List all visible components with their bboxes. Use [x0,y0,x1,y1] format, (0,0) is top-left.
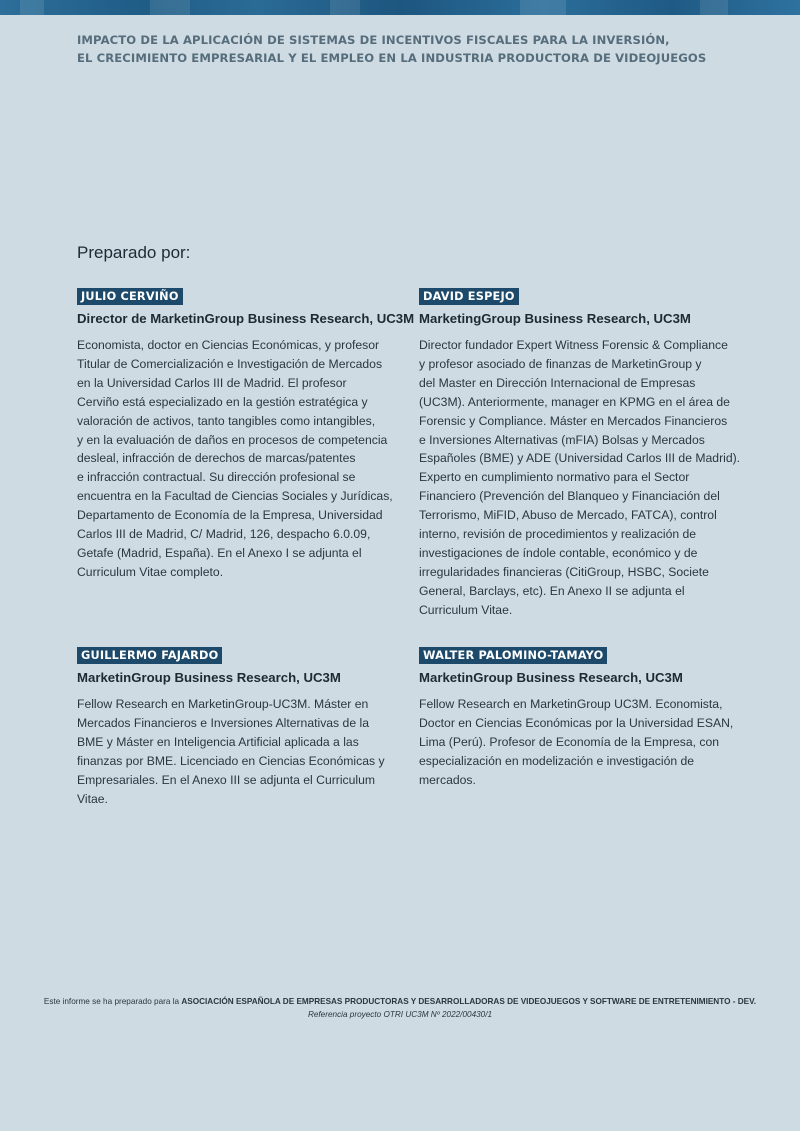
banner-pattern [150,0,190,15]
bio-line: Curriculum Vitae. [419,602,513,617]
bio-line: Forensic y Compliance. Máster en Mercados Financieros [419,413,728,428]
banner-pattern [700,0,728,15]
banner-pattern [20,0,44,15]
bio-line: especialización en modelización e investigación de [419,753,695,768]
bio-line: General, Barclays, etc). En Anexo II se adjunta el [419,583,685,598]
author-role: MarketinGroup Business Research, UC3M [419,670,683,685]
author-role: Director de MarketinGroup Business Research, UC3M [77,311,415,326]
author-card-espejo [419,287,739,620]
report-title-line-1: IMPACTO DE LA APLICACIÓN DE SISTEMAS DE INCENTIVOS FISCALES PARA LA INVERSIÓN, [77,33,670,47]
bio-line: Curriculum Vitae completo. [77,564,224,579]
bio-line: valoración de activos, tanto tangibles como intangibles, [77,413,376,428]
report-title [77,31,737,67]
author-card-cervino [77,287,415,582]
bio-line: Cerviño está especializado en la gestión estratégica y [77,394,368,409]
bio-line: Fellow Research en MarketinGroup-UC3M. Máster en [77,697,369,711]
bio-line: Terrorismo, MiFID, Abuso de Mercado, FATCA), control [419,508,717,523]
top-banner-bar [0,0,800,15]
bio-line: Financiero (Prevención del Blanqueo y Financiación del [419,489,720,504]
author-bio [419,336,739,620]
footer-organization: ASOCIACIÓN ESPAÑOLA DE EMPRESAS PRODUCTORAS Y DESARROLLADORAS DE VIDEOJUEGOS Y SOFTWARE DE ENTRETENIMIENTO - DEV. [181,997,757,1006]
bio-line: Carlos III de Madrid, C/ Madrid, 126, despacho 6.0.09, [77,527,371,542]
bio-line: Departamento de Economía de la Empresa, Universidad [77,508,383,523]
bio-line: del Master en Dirección Internacional de Empresas [419,375,696,390]
author-name-badge: DAVID ESPEJO [419,288,519,305]
bio-line: (UC3M). Anteriormente, manager en KPMG en el área de [419,394,730,409]
prepared-by-heading: Preparado por: [77,243,191,262]
bio-line: encuentra en la Facultad de Ciencias Sociales y Jurídicas, [77,489,393,504]
author-name-badge: WALTER PALOMINO-TAMAYO [419,647,607,664]
bio-line: BME y Máster en Inteligencia Artificial aplicada a las [77,734,359,749]
report-title-line-2: EL CRECIMIENTO EMPRESARIAL Y EL EMPLEO EN LA INDUSTRIA PRODUCTORA DE VIDEOJUEGOS [77,51,707,65]
author-card-palomino-tamayo [419,646,739,790]
bio-line: Titular de Comercialización e Investigación de Mercados [77,356,383,371]
bio-line: Experto en cumplimiento normativo para el Sector [419,470,690,485]
bio-line: en la Universidad Carlos III de Madrid. El profesor [77,375,347,390]
author-role: MarketinGroup Business Research, UC3M [77,670,341,685]
bio-line: mercados. [419,772,476,787]
author-bio [419,695,739,790]
banner-pattern [520,0,566,15]
bio-line: e Inversiones Alternativas (mFIA) Bolsas y Mercados [419,432,705,447]
bio-line: Empresariales. En el Anexo III se adjunta el Curriculum [77,772,376,787]
author-name-badge: JULIO CERVIÑO [77,288,183,305]
bio-line: desleal, infracción de derechos de marcas/patentes [77,451,356,466]
bio-line: Mercados Financieros e Inversiones Alternativas de la [77,715,369,730]
bio-line: irregularidades financieras (CitiGroup, HSBC, Societe [419,564,709,579]
banner-pattern [330,0,360,15]
bio-line: e infracción contractual. Su dirección profesional se [77,470,356,485]
bio-line: Fellow Research en MarketinGroup UC3M. Economista, [419,697,723,711]
bio-line: interno, revisión de procedimientos y realización de [419,527,697,542]
bio-line: investigaciones de índole contable, económico y de [419,545,698,560]
author-role: MarketingGroup Business Research, UC3M [419,311,691,326]
bio-line: Doctor en Ciencias Económicas por la Universidad ESAN, [419,715,734,730]
bio-line: Director fundador Expert Witness Forensic & Compliance [419,338,728,352]
bio-line: Españoles (BME) y ADE (Universidad Carlos III de Madrid). [419,451,741,466]
footer-prepared-for [0,995,800,1008]
author-card-fajardo [77,646,397,808]
bio-line: Lima (Perú). Profesor de Economía de la Empresa, con [419,734,720,749]
report-footer [0,995,800,1021]
author-bio [77,695,397,808]
bio-line: y en la evaluación de daños en procesos de competencia [77,432,388,447]
bio-line: Getafe (Madrid, España). En el Anexo I se adjunta el [77,545,362,560]
author-name-badge: GUILLERMO FAJARDO [77,647,222,664]
bio-line: finanzas por BME. Licenciado en Ciencias Económicas y [77,753,385,768]
footer-reference: Referencia proyecto OTRI UC3M Nº 2022/00430/1 [307,1010,493,1019]
bio-line: Economista, doctor en Ciencias Económicas, y profesor [77,338,380,352]
author-bio [77,336,397,582]
bio-line: Vitae. [77,791,108,806]
footer-prefix: Este informe se ha preparado para la [43,997,182,1006]
bio-line: y profesor asociado de finanzas de MarketinGroup y [419,356,702,371]
